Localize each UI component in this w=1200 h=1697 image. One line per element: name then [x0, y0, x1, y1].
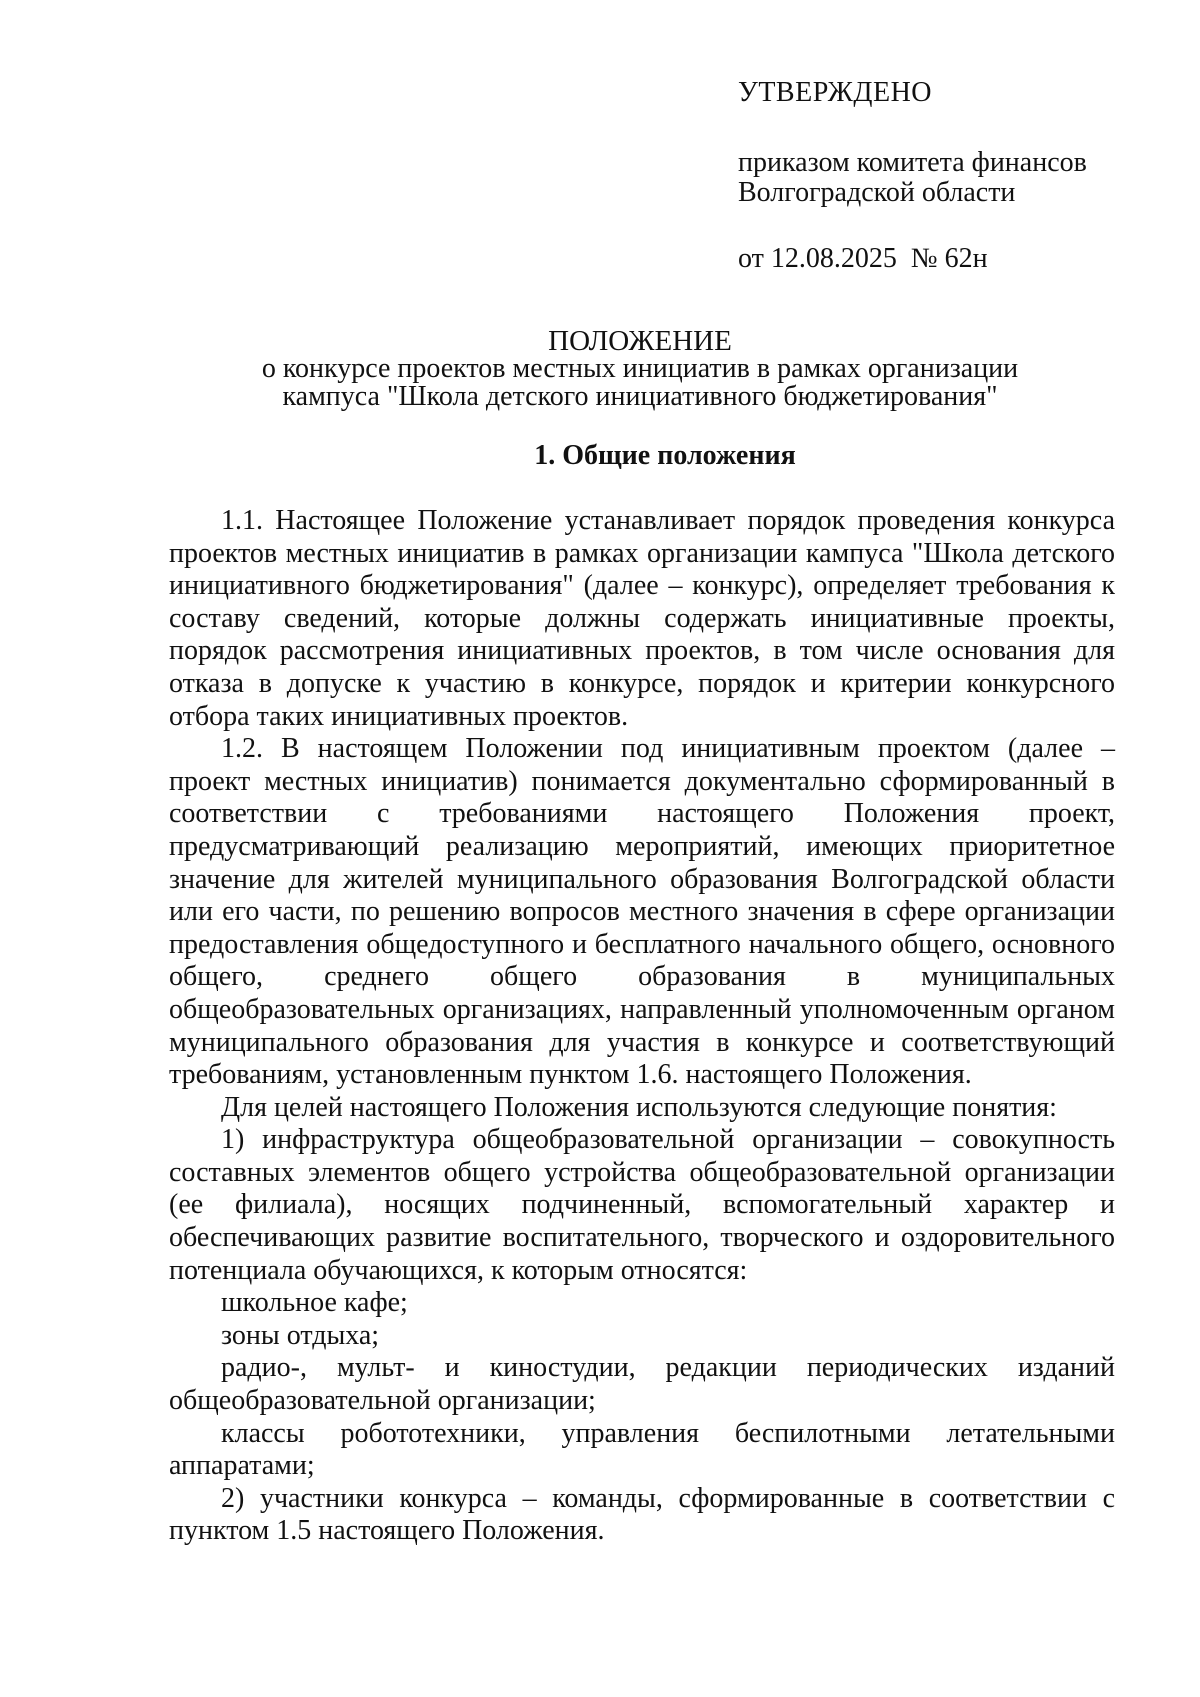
approval-date: от 12.08.2025 № 62н: [738, 243, 988, 274]
section-heading: 1. Общие положения: [534, 440, 796, 471]
document-title-main: ПОЛОЖЕНИЕ: [548, 325, 732, 357]
list-item-robotics-classes: классы робототехники, управления беспилотными летательными аппаратами;: [169, 1417, 1115, 1482]
document-title-line-2: кампуса "Школа детского инициативного бюджетирования": [282, 381, 998, 412]
document-title: [150, 327, 1130, 411]
list-item-rest-zones: зоны отдыха;: [221, 1319, 380, 1351]
approved-label: УТВЕРЖДЕНО: [738, 77, 933, 108]
approval-order: [738, 148, 1158, 208]
definition-2: 2) участники конкурса – команды, сформированные в соответствии с пунктом 1.5 настоящего Положения.: [169, 1482, 1115, 1547]
approval-stamp: [738, 78, 1158, 274]
list-item-studios: радио-, мульт- и киностудии, редакции периодических изданий общеобразовательной организации;: [169, 1352, 1115, 1417]
section-body: [169, 505, 1115, 1548]
paragraph-definitions-intro: Для целей настоящего Положения используются следующие понятия:: [221, 1091, 1057, 1123]
approval-order-line-2: Волгоградской области: [738, 177, 1016, 208]
approval-order-line-1: приказом комитета финансов: [738, 147, 1087, 178]
document-title-line-1: о конкурсе проектов местных инициатив в рамках организации: [261, 353, 1019, 384]
list-item-school-cafe: школьное кафе;: [221, 1287, 408, 1319]
paragraph-1-1: 1.1. Настоящее Положение устанавливает порядок проведения конкурса проектов местных инициатив в рамках организации кампуса "Школа детского инициативного бюджетирования" (далее – конкурс), определяет требования к составу сведений, которые должны содержать инициативные проекты, порядок рассмотрения инициативных проектов, в том числе основания для отказа в допуске к участию в конкурсе, порядок и критерии конкурсного отбора таких инициативных проектов.: [169, 505, 1115, 732]
definition-1: 1) инфраструктура общеобразовательной организации – совокупность составных элементов общего устройства общеобразовательной организации (ее филиала), носящих подчиненный, вспомогательный характер и обеспечивающих развитие воспитательного, творческого и оздоровительного потенциала обучающихся, к которым относятся:: [169, 1124, 1115, 1286]
paragraph-1-2: 1.2. В настоящем Положении под инициативным проектом (далее – проект местных инициатив) понимается документально сформированный в соответствии с требованиями настоящего Положения проект, предусматривающий реализацию мероприятий, имеющих приоритетное значение для жителей муниципального образования Волгоградской области или его части, по решению вопросов местного значения в сфере организации предоставления общедоступного и бесплатного начального общего, основного общего, среднего общего образования в муниципальных общеобразовательных организациях, направленный уполномоченным органом муниципального образования для участия в конкурсе и соответствующий требованиям, установленным пунктом 1.6. настоящего Положения.: [169, 733, 1115, 1091]
